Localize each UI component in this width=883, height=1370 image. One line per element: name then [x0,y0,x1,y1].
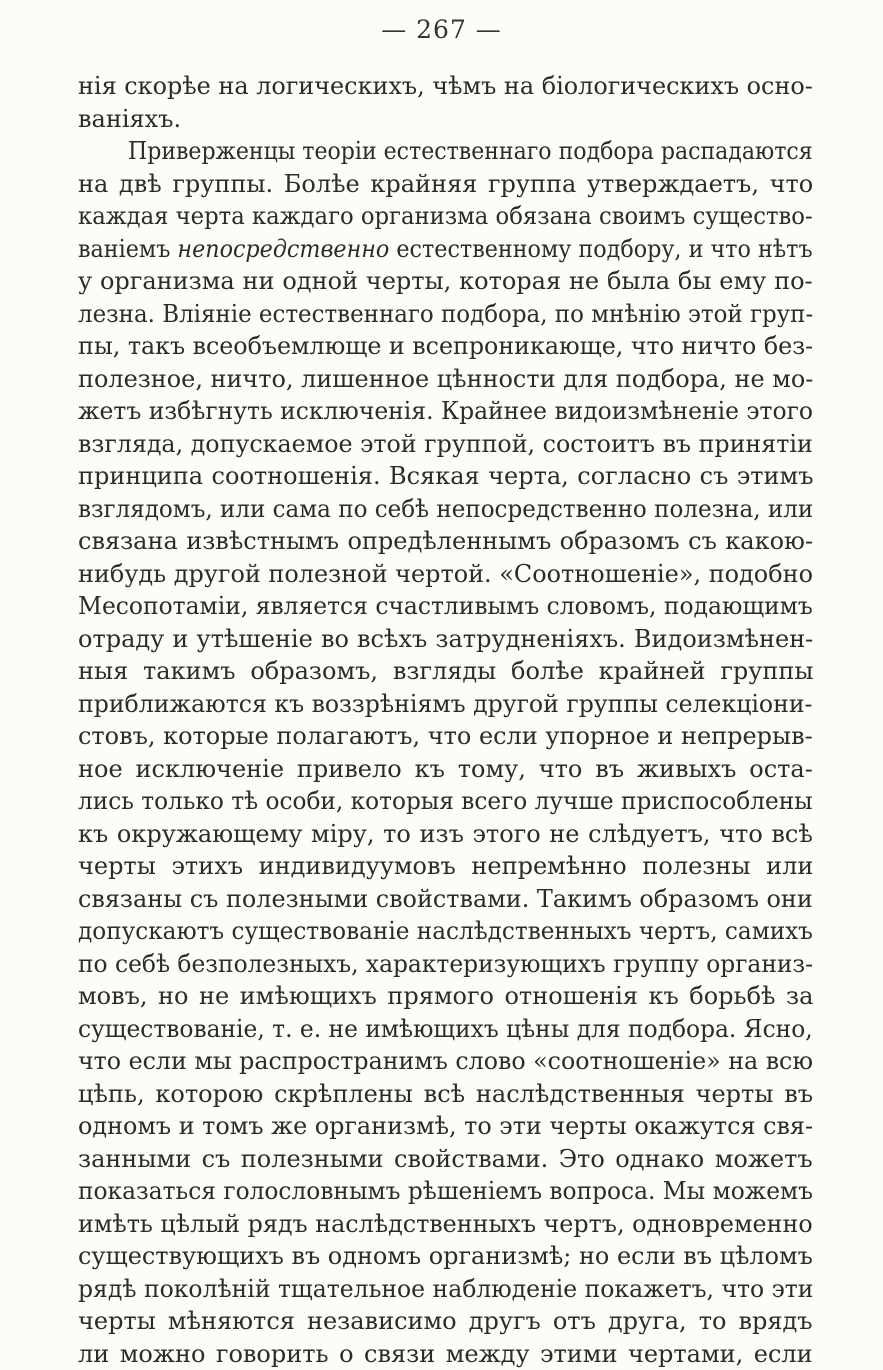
paragraph-first-line: Приверженцы теоріи естественнаго подбора распадаются [78,135,813,168]
text-line: ли можно говорить о связи между этими чертами, если [78,1338,813,1370]
text-line: на двѣ группы. Болѣе крайняя группа утверждаетъ, что [78,168,813,201]
text-line: мовъ, но не имѣющихъ прямого отношенія къ борьбѣ за [78,980,813,1013]
text-line: къ окружающему міру, то изъ этого не слѣдуетъ, что всѣ [78,818,813,851]
text-line: пы, такъ всеобъемлюще и всепроникающе, что ничто без- [78,330,813,363]
text-line: отраду и утѣшеніе во всѣхъ затрудненіяхъ. Видоизмѣнен- [78,623,813,656]
text-line: принципа соотношенія. Всякая черта, согласно съ этимъ [78,460,813,493]
text-line: существующихъ въ одномъ организмѣ; но если въ цѣломъ [78,1240,813,1273]
text-line: допускаютъ существованіе наслѣдственныхъ чертъ, самихъ [78,915,813,948]
text-line: каждая черта каждаго организма обязана своимъ существо- [78,200,813,233]
text-line: лись только тѣ особи, которыя всего лучше приспособлены [78,785,813,818]
text-line: Месопотаміи, является счастливымъ словомъ, подающимъ [78,590,813,623]
text-line: связана извѣстнымъ опредѣленнымъ образомъ съ какою- [78,525,813,558]
text-line: нія скорѣе на логическихъ, чѣмъ на біологическихъ осно- [78,70,813,103]
text-line: лезна. Вліяніе естественнаго подбора, по мнѣнію этой груп- [78,298,813,331]
text-line: ныя такимъ образомъ, взгляды болѣе крайней группы [78,655,813,688]
text-line: приближаются къ воззрѣніямъ другой группы селекціони- [78,688,813,721]
text-line: ваніяхъ. [78,103,813,136]
page-number: — 267 — [0,14,883,46]
emphasized-word: непосредственно [177,235,389,263]
text-line: по себѣ безполезныхъ, характеризующихъ группу организ- [78,948,813,981]
text-line: ваніемъ непосредственно естественному подбору, и что нѣтъ [78,233,813,266]
text-line: что если мы распространимъ слово «соотношеніе» на всю [78,1045,813,1078]
text-line: цѣпь, которою скрѣплены всѣ наслѣдственныя черты въ [78,1078,813,1111]
text-line: занными съ полезными свойствами. Это однако можетъ [78,1143,813,1176]
text-line: взгляда, допускаемое этой группой, состоитъ въ принятіи [78,428,813,461]
text-line: стовъ, которые полагаютъ, что если упорное и непрерыв- [78,720,813,753]
text-line: имѣть цѣлый рядъ наслѣдственныхъ чертъ, одновременно [78,1208,813,1241]
text-line: у организма ни одной черты, которая не была бы ему по- [78,265,813,298]
text-line: связаны съ полезными свойствами. Такимъ образомъ они [78,883,813,916]
text-line: черты этихъ индивидуумовъ непремѣнно полезны или [78,850,813,883]
text-line: черты мѣняются независимо другъ отъ друга, то врядъ [78,1305,813,1338]
text-line: полезное, ничто, лишенное цѣнности для подбора, не мо- [78,363,813,396]
text-line: существованіе, т. е. не имѣющихъ цѣны для подбора. Ясно, [78,1013,813,1046]
text-line: рядѣ поколѣній тщательное наблюденіе покажетъ, что эти [78,1273,813,1306]
text-line: жетъ избѣгнуть исключенія. Крайнее видоизмѣненіе этого [78,395,813,428]
body-text [78,70,813,1370]
text-line: показаться голословнымъ рѣшеніемъ вопроса. Мы можемъ [78,1175,813,1208]
text-line: одномъ и томъ же организмѣ, то эти черты окажутся свя- [78,1110,813,1143]
text-line: взглядомъ, или сама по себѣ непосредственно полезна, или [78,493,813,526]
text-line: ное исключеніе привело къ тому, что въ живыхъ оста- [78,753,813,786]
text-line: нибудь другой полезной чертой. «Соотношеніе», подобно [78,558,813,591]
